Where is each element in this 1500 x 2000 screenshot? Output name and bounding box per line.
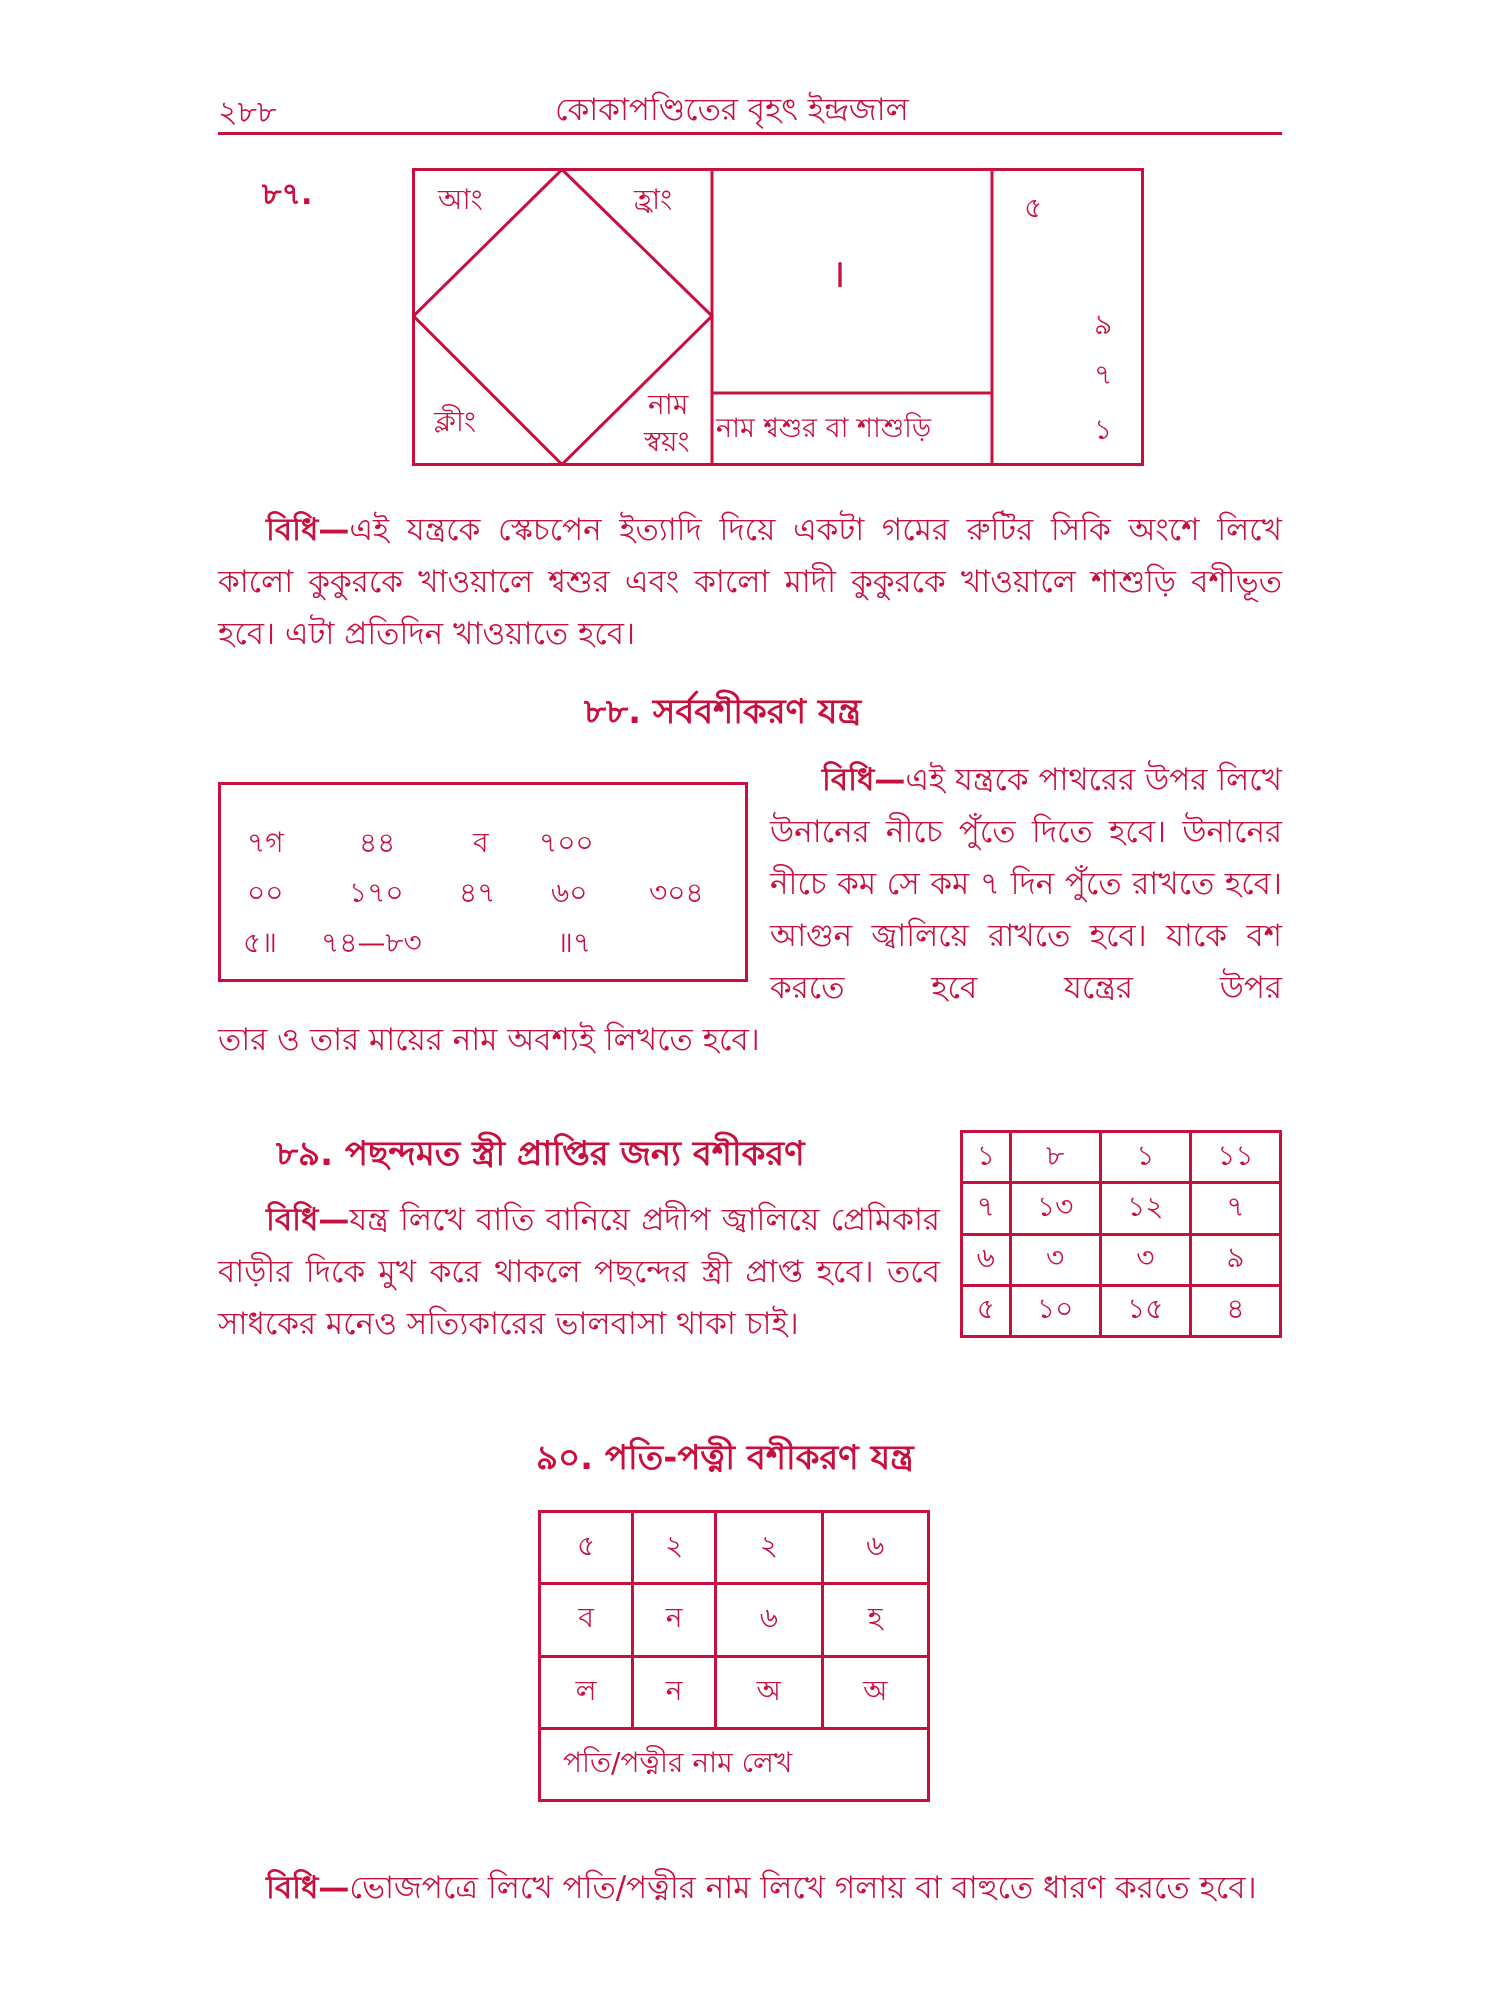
yantra-88-cell: ৩০৪ bbox=[649, 876, 704, 909]
grid-cell: ৮ bbox=[1010, 1132, 1100, 1183]
yantra-90-grid bbox=[538, 1510, 930, 1802]
yantra-87-bottom-left: ক্লীং bbox=[434, 405, 476, 438]
grid-cell: ৭ bbox=[1190, 1183, 1280, 1234]
grid-cell: ১৫ bbox=[1100, 1285, 1190, 1336]
grid-cell: ৩ bbox=[1100, 1234, 1190, 1285]
grid-cell: ৫ bbox=[540, 1512, 633, 1584]
grid-cell: ৬ bbox=[822, 1512, 929, 1584]
yantra-88-cell: ৪৭ bbox=[459, 876, 496, 909]
grid-row bbox=[540, 1656, 929, 1728]
yantra-88-cell: ৭গ bbox=[247, 826, 284, 859]
grid-cell: ৫ bbox=[962, 1285, 1011, 1336]
section-88-text-side: এই যন্ত্রকে পাথরের উপর লিখে উনানের নীচে পুঁতে দিতে হবে। উনানের নীচে কম সে কম ৭ দিন পুঁতে রাখতে হবে। আগুন জ্বালিয়ে রাখতে হবে। যাকে বশ করতে হবে যন্ত্রের উপর bbox=[770, 762, 1282, 1006]
grid-cell: ৩ bbox=[1010, 1234, 1100, 1285]
grid-cell: হ bbox=[822, 1584, 929, 1656]
running-title: কোকাপণ্ডিতের বৃহৎ ইন্দ্রজাল bbox=[555, 92, 909, 128]
grid-cell: ৭ bbox=[962, 1183, 1011, 1234]
header-rule bbox=[218, 132, 1282, 135]
section-88-instructions-full: তার ও তার মায়ের নাম অবশ্যই লিখতে হবে। bbox=[218, 1022, 760, 1058]
grid-cell: অ bbox=[822, 1656, 929, 1728]
grid-cell: ন bbox=[633, 1584, 716, 1656]
yantra-87-name-line2: স্বয়ং bbox=[644, 425, 690, 458]
yantra-87-right-value: ৭ bbox=[1094, 358, 1113, 391]
section-90-text: ভোজপত্রে লিখে পতি/পত্নীর নাম লিখে গলায় বা বাহুতে ধারণ করতে হবে। bbox=[349, 1870, 1257, 1906]
page-number: ২৮৮ bbox=[218, 95, 277, 130]
yantra-88-cell: ব bbox=[473, 826, 489, 859]
grid-cell: ব bbox=[540, 1584, 633, 1656]
grid-row bbox=[962, 1285, 1281, 1336]
grid-cell: ১০ bbox=[1010, 1285, 1100, 1336]
yantra-88-cell: ৭০০ bbox=[539, 826, 594, 859]
grid-row bbox=[540, 1728, 929, 1800]
grid-row bbox=[962, 1132, 1281, 1183]
grid-cell: ১৩ bbox=[1010, 1183, 1100, 1234]
yantra-88-cell: ॥৭ bbox=[557, 926, 592, 959]
vidhi-label: বিধি— bbox=[266, 512, 350, 548]
yantra-87-bottom-strip: নাম শ্বশুর বা শাশুড়ি bbox=[716, 413, 932, 444]
yantra-88 bbox=[218, 782, 748, 982]
grid-row bbox=[962, 1183, 1281, 1234]
grid-cell: ১১ bbox=[1190, 1132, 1280, 1183]
section-88-instructions-side bbox=[770, 754, 1282, 1014]
grid-cell: ২ bbox=[716, 1512, 822, 1584]
grid-cell: ল bbox=[540, 1656, 633, 1728]
yantra-88-cell: ৭৪—৮৩ bbox=[321, 926, 422, 959]
section-90-heading: ৯০. পতি-পত্নী বশীকরণ যন্ত্র bbox=[536, 1438, 914, 1478]
section-89-text: যন্ত্র লিখে বাতি বানিয়ে প্রদীপ জ্বালিয়ে প্রেমিকার বাড়ীর দিকে মুখ করে থাকলে পছন্দের স্ত্রী প্রাপ্ত হবে। তবে সাধকের মনেও সত্যিকারের ভালবাসা থাকা চাই। bbox=[218, 1202, 940, 1342]
yantra-87-name-line1: নাম bbox=[648, 388, 689, 421]
yantra-88-cell: ৬০ bbox=[551, 876, 588, 909]
grid-cell: ন bbox=[633, 1656, 716, 1728]
yantra-87 bbox=[412, 168, 1144, 466]
section-89-heading: ৮৯. পছন্দমত স্ত্রী প্রাপ্তির জন্য বশীকরণ bbox=[276, 1134, 805, 1174]
grid-row bbox=[540, 1584, 929, 1656]
yantra-89-grid bbox=[960, 1130, 1282, 1338]
yantra-87-right-value: ১ bbox=[1094, 413, 1113, 446]
yantra-88-cell: ৫॥ bbox=[243, 926, 278, 959]
yantra-87-right-value: ৫ bbox=[1024, 191, 1043, 224]
yantra-88-cell: ০০ bbox=[247, 876, 284, 909]
section-89-instructions bbox=[218, 1194, 940, 1350]
yantra-88-cell: ১৭০ bbox=[349, 876, 404, 909]
yantra-87-top-mid: হ্রাং bbox=[634, 183, 673, 216]
yantra-88-cell: ৪৪ bbox=[359, 826, 396, 859]
grid-footer: পতি/পত্নীর নাম লেখ bbox=[540, 1728, 929, 1800]
section-87-text: এই যন্ত্রকে স্কেচপেন ইত্যাদি দিয়ে একটা গমের রুটির সিকি অংশে লিখে কালো কুকুরকে খাওয়ালে শ্বশুর এবং কালো মাদী কুকুরকে খাওয়ালে শাশুড়ি বশীভূত হবে। এটা প্রতিদিন খাওয়াতে হবে। bbox=[218, 512, 1282, 652]
grid-cell: ১ bbox=[1100, 1132, 1190, 1183]
yantra-87-top-left: আং bbox=[438, 183, 483, 216]
vidhi-label: বিধি— bbox=[266, 1870, 350, 1906]
grid-row bbox=[962, 1234, 1281, 1285]
grid-cell: অ bbox=[716, 1656, 822, 1728]
grid-cell: ৬ bbox=[962, 1234, 1011, 1285]
section-90-instructions bbox=[218, 1862, 1282, 1914]
section-87-instructions bbox=[218, 504, 1282, 660]
grid-cell: ৯ bbox=[1190, 1234, 1280, 1285]
item-number-87: ৮৭. bbox=[262, 177, 313, 212]
section-88-heading: ৮৮. সর্ববশীকরণ যন্ত্র bbox=[584, 692, 862, 732]
yantra-87-center: I bbox=[835, 256, 846, 296]
grid-cell: ৬ bbox=[716, 1584, 822, 1656]
grid-cell: ২ bbox=[633, 1512, 716, 1584]
grid-cell: ১ bbox=[962, 1132, 1011, 1183]
vidhi-label: বিধি— bbox=[822, 762, 906, 798]
grid-row bbox=[540, 1512, 929, 1584]
yantra-87-right-value: ৯ bbox=[1094, 308, 1113, 341]
vidhi-label: বিধি— bbox=[266, 1202, 350, 1238]
grid-cell: ৪ bbox=[1190, 1285, 1280, 1336]
grid-cell: ১২ bbox=[1100, 1183, 1190, 1234]
